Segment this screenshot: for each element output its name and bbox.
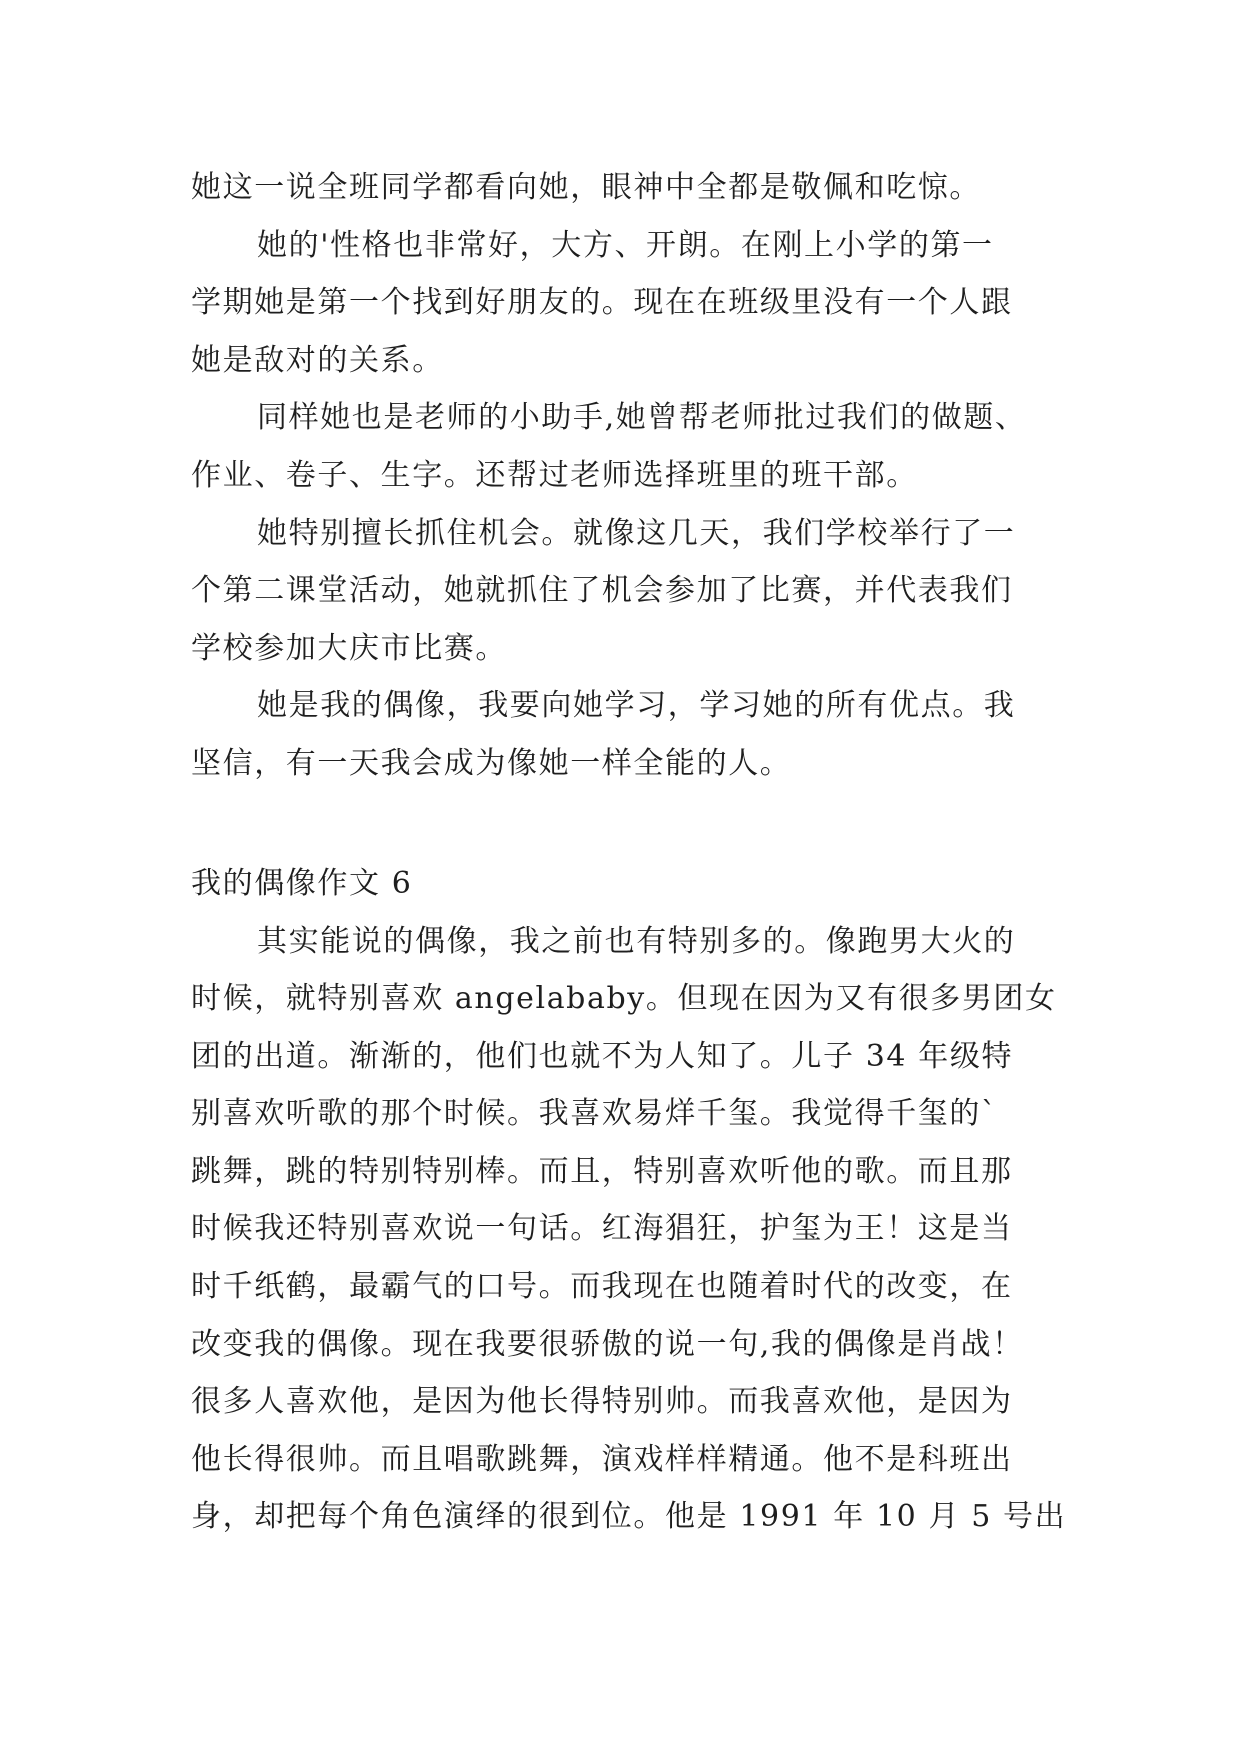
paragraph-line: 作业、卷子、生字。还帮过老师选择班里的班干部。 <box>191 458 918 493</box>
paragraph-line: 她这一说全班同学都看向她，眼神中全都是敬佩和吃惊。 <box>191 170 981 205</box>
paragraph-line: 时候我还特别喜欢说一句话。红海猖狂，护玺为王！这是当 <box>191 1211 1013 1246</box>
paragraph-line: 他长得很帅。而且唱歌跳舞，演戏样样精通。他不是科班出 <box>191 1442 1013 1477</box>
paragraph-line: 学期她是第一个找到好朋友的。现在在班级里没有一个人跟 <box>191 285 1013 320</box>
paragraph-line: 时千纸鹤，最霸气的口号。而我现在也随着时代的改变，在 <box>191 1269 1013 1304</box>
paragraph-line: 她是我的偶像，我要向她学习，学习她的所有优点。我 <box>257 688 1016 723</box>
paragraph-line: 时候，就特别喜欢 angelababy。但现在因为又有很多男团女 <box>191 981 1057 1016</box>
paragraph-line: 身，却把每个角色演绎的很到位。他是 1991 年 10 月 5 号出 <box>191 1499 1067 1534</box>
paragraph-line: 她特别擅长抓住机会。就像这几天，我们学校举行了一 <box>257 516 1016 551</box>
paragraph-line: 同样她也是老师的小助手,她曾帮老师批过我们的做题、 <box>257 400 1027 435</box>
paragraph-line: 坚信，有一天我会成为像她一样全能的人。 <box>191 746 792 781</box>
paragraph-line: 她的'性格也非常好，大方、开朗。在刚上小学的第一 <box>257 228 994 263</box>
paragraph-line: 改变我的偶像。现在我要很骄傲的说一句,我的偶像是肖战！ <box>191 1327 1024 1362</box>
paragraph-line: 跳舞，跳的特别特别棒。而且，特别喜欢听他的歌。而且那 <box>191 1154 1013 1189</box>
paragraph-line: 团的出道。渐渐的，他们也就不为人知了。儿子 34 年级特 <box>191 1039 1014 1074</box>
paragraph-line: 别喜欢听歌的那个时候。我喜欢易烊千玺。我觉得千玺的` <box>191 1096 998 1131</box>
paragraph-line: 她是敌对的关系。 <box>191 343 444 378</box>
section-title: 我的偶像作文 6 <box>191 866 413 901</box>
paragraph-line: 其实能说的偶像，我之前也有特别多的。像跑男大火的 <box>257 924 1016 959</box>
paragraph-line: 个第二课堂活动，她就抓住了机会参加了比赛，并代表我们 <box>191 573 1013 608</box>
paragraph-line: 学校参加大庆市比赛。 <box>191 631 507 666</box>
paragraph-line: 很多人喜欢他，是因为他长得特别帅。而我喜欢他，是因为 <box>191 1384 1013 1419</box>
